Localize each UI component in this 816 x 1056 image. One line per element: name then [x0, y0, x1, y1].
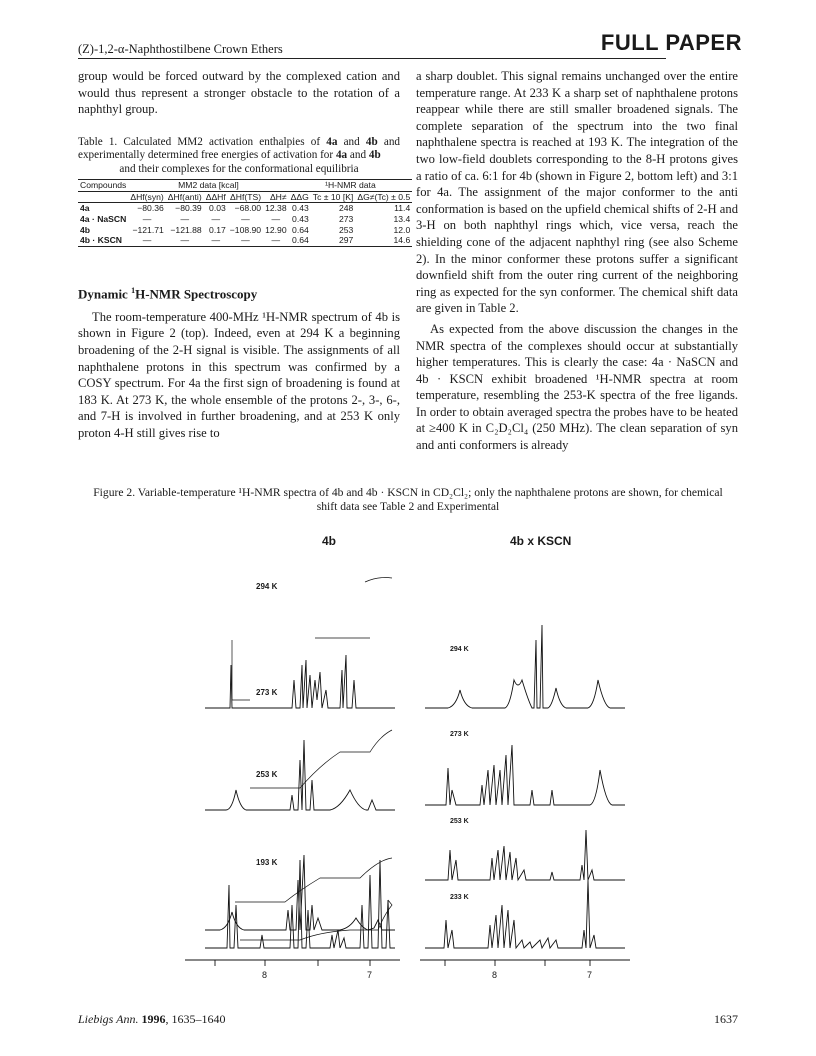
- section-label: FULL PAPER: [600, 30, 742, 55]
- body-paragraph: The room-temperature 400-MHz ¹H-NMR spectrum of 4b is shown in Figure 2 (top). Indeed, even at 294 K a beginning broadening of the 2-H signal is visible. The assignments of all naphthalene protons in this spectrum was confirmed by a COSY spectrum. For 4a the first sign of broadening is found at 183 K. At 273 K, the whole ensemble of the protons 2-, 3-, 6-, and 7-H is involved in further broadening, and at 253 K only proton 4-H still gives rise to: [78, 309, 400, 440]
- table-cell: −108.90: [229, 224, 262, 235]
- table-row: [78, 225, 412, 236]
- table-cell: −80.39: [175, 203, 202, 214]
- table-row: [78, 235, 412, 246]
- table-cell: —: [180, 214, 190, 225]
- table-cell-compound: 4b: [80, 224, 91, 235]
- spectrum-kscn-273K: [425, 745, 625, 805]
- right-column: [416, 68, 738, 454]
- header-rule: [78, 58, 666, 59]
- body-paragraph: As expected from the above discussion the changes in the NMR spectra of the complexes should occur at substantially higher temperatures. This is clearly the case: 4a · NaSCN and 4b · KSCN exhibit broadened ¹H-NMR spectra at room temperature, resembling the 253-K spectra of the free ligands. In order to obtain averaged spectra the probes have to be heated at ≥400 K in C₂D₂Cl₄ (250 MHz). The clean separation of syn and anti conformers is already: [416, 321, 738, 453]
- temp-label: 273 K: [450, 731, 469, 738]
- table-subheader-cell: ΔG≠(Tc) ± 0.5: [357, 191, 411, 202]
- table-header-cell: Compounds: [80, 180, 127, 191]
- spectrum-4b-193K: [205, 860, 395, 948]
- ppm-axis-right: [420, 960, 630, 966]
- table-header-cell: ¹H-NMR data: [289, 180, 413, 192]
- table-header-row: [78, 180, 412, 192]
- axis-tick-label: 7: [587, 970, 593, 980]
- page-number: 1637: [714, 1012, 738, 1026]
- table-cell: 12.38: [265, 203, 287, 214]
- table-subheader-cell: ΔΔHf: [205, 191, 226, 202]
- table-cell-compound: 4b · KSCN: [80, 235, 123, 246]
- table-cell: —: [142, 214, 152, 225]
- temp-label: 253 K: [450, 818, 469, 825]
- running-title: (Z)-1,2-α-Naphthostilbene Crown Ethers: [78, 42, 283, 56]
- table-cell: 0.03: [209, 203, 226, 214]
- table-cell: 11.4: [394, 203, 411, 214]
- table-header-cell: MM2 data [kcal]: [128, 180, 288, 192]
- table-cell: −80.36: [137, 203, 164, 214]
- table-cell: 0.64: [289, 235, 311, 246]
- table-row: [78, 214, 412, 225]
- table-cell: −121.71: [132, 224, 164, 235]
- table-cell-compound: 4a · NaSCN: [80, 214, 127, 225]
- right-panel-title: 4b x KSCN: [510, 534, 572, 548]
- table1: [78, 179, 412, 247]
- table-cell: —: [271, 214, 281, 225]
- body-paragraph: a sharp doublet. This signal remains unchanged over the entire temperature range. At 233 K a sharp set of naphthalene protons reappear while there are still smaller broadened signals. The complete separation of the spectrum into the two final naphthalene spectra is reached at 193 K. The integration of the two low-field doublets corresponding to the 8-H protons gives a ratio of ca. 6:1 for 4b (shown in Figure 2, bottom left) and 3:1 for 4a. The assignment of the major conformer to the anti conformation is based on the upfield chemical shifts of 2-H and 3-H on both naphthyl rings which, vice versa, reach the shielding cone of the adjacent naphthyl ring (see also Scheme 2). In the minor conformer these protons suffer a significant downfield shift from the outer ring current of the neighboring ring as expected for the syn conformer. The chemical shift data are given in Table 2.: [416, 69, 738, 316]
- temp-label: 233 K: [450, 894, 469, 901]
- temp-label: 294 K: [256, 582, 278, 591]
- table-cell: 14.6: [355, 235, 412, 246]
- table-subheader-cell: ΔH≠: [263, 191, 289, 203]
- spectrum-4b-294K: [205, 578, 395, 709]
- table-cell: 297: [311, 235, 356, 246]
- left-panel-title: 4b: [322, 534, 337, 548]
- table-subheader-cell: ΔHf(anti): [167, 191, 202, 202]
- temp-label: 253 K: [256, 770, 278, 779]
- table-subheader-row: [78, 191, 412, 203]
- table-cell: 273: [338, 214, 354, 225]
- table-subheader-cell: Tc ± 10 [K]: [312, 191, 354, 202]
- left-column: [78, 68, 411, 442]
- table1-caption: Table 1. Calculated MM2 activation enthalpies of 4a and 4b and experimentally determined free energies of activation for 4a and 4b and their complexes for the conformational equilibria: [78, 135, 401, 175]
- table-cell: 0.64: [292, 224, 309, 235]
- temp-label: 273 K: [256, 688, 278, 697]
- intro-paragraph: group would be forced outward by the complexed cation and would thus represent a stronger obstacle to the rotation of a naphthyl group.: [78, 69, 400, 117]
- nmr-spectra-figure: [0, 540, 816, 1000]
- table-cell: —: [128, 235, 165, 246]
- table-cell: 248: [338, 203, 354, 214]
- table-cell: −68.00: [234, 203, 262, 214]
- footer-citation: Liebigs Ann. 1996, 1635–1640: [78, 1012, 226, 1026]
- table-subheader-cell: ΔHf(TS): [228, 191, 263, 203]
- table-subheader-cell: ΔHf(syn): [130, 191, 164, 202]
- table-cell: —: [204, 235, 228, 246]
- table-cell: 0.43: [292, 214, 309, 225]
- axis-tick-label: 8: [492, 970, 498, 980]
- table-cell: 12.90: [265, 224, 287, 235]
- ppm-axis-left: [185, 960, 400, 966]
- spectrum-kscn-233K: [425, 880, 625, 948]
- table-cell: −121.88: [170, 224, 202, 235]
- axis-tick-label: 7: [367, 970, 373, 980]
- table-cell: 0.17: [209, 224, 226, 235]
- table-cell: —: [241, 214, 250, 225]
- table-cell: —: [228, 235, 263, 246]
- temp-label: 193 K: [256, 858, 278, 867]
- spectrum-4b-273K: [205, 730, 395, 810]
- spectrum-kscn-253K: [425, 830, 625, 880]
- spectrum-kscn-294K: [425, 625, 625, 708]
- table-subheader-cell: ΔΔG: [290, 191, 309, 202]
- table-cell: —: [211, 214, 221, 225]
- table-cell: 253: [338, 224, 354, 235]
- table-row: [78, 203, 412, 214]
- table-cell: 13.4: [393, 214, 411, 225]
- section-heading: Dynamic $^1$H-NMR Spectroscopy: [78, 285, 258, 302]
- figure-caption: Figure 2. Variable-temperature ¹H-NMR spectra of 4b and 4b · KSCN in CD₂Cl₂; only the naphthalene protons are shown, for chemical shift data see Table 2 and Experimental: [93, 486, 723, 513]
- axis-tick-label: 8: [262, 970, 268, 980]
- table-cell: 0.43: [292, 203, 309, 214]
- table-cell: —: [263, 235, 289, 246]
- table-cell-compound: 4a: [80, 203, 90, 214]
- table-cell: —: [166, 235, 204, 246]
- table-cell: 12.0: [393, 224, 411, 235]
- temp-label: 294 K: [450, 646, 469, 653]
